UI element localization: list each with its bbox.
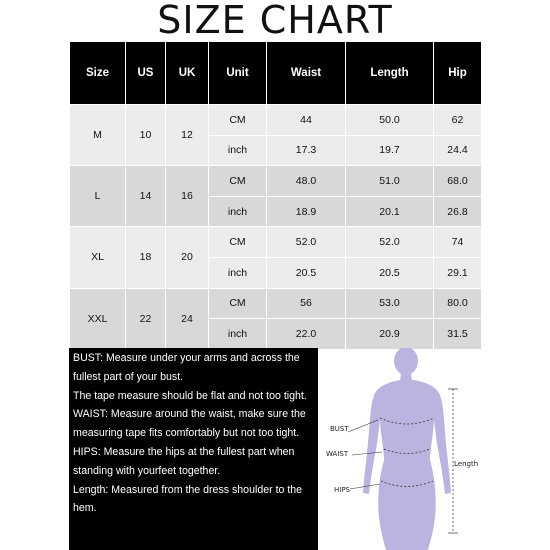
header-uk: UK [166,42,209,105]
unit-cell: inch [209,319,267,350]
size-cell: M [70,105,126,166]
table-header-row [70,42,482,105]
hip-cell: 74 [434,227,482,258]
length-cell: 19.7 [346,135,434,166]
instruction-waist: WAIST: Measure around the waist, make sure the measuring tape fits comfortably but not too tight. [73,408,306,440]
length-cell: 50.0 [346,105,434,136]
size-cell: XL [70,227,126,288]
waist-label: WAIST [326,450,349,458]
uk-cell: 16 [166,166,209,227]
waist-cell: 20.5 [267,257,346,288]
waist-cell: 56 [267,288,346,319]
uk-cell: 12 [166,105,209,166]
waist-cell: 17.3 [267,135,346,166]
us-cell: 22 [126,288,166,349]
us-cell: 14 [126,166,166,227]
unit-cell: inch [209,135,267,166]
unit-cell: inch [209,257,267,288]
waist-cell: 48.0 [267,166,346,197]
length-label: Length [454,460,479,468]
unit-cell: CM [209,166,267,197]
waist-cell: 52.0 [267,227,346,258]
waist-cell: 44 [267,105,346,136]
length-cell: 53.0 [346,288,434,319]
body-measurement-figure [318,348,550,550]
header-length: Length [346,42,434,105]
hips-label: HIPS [334,486,350,494]
hip-cell: 29.1 [434,257,482,288]
body-silhouette-icon [318,348,550,550]
header-hip: Hip [434,42,482,105]
waist-cell: 18.9 [267,196,346,227]
unit-cell: inch [209,196,267,227]
unit-cell: CM [209,105,267,136]
hip-cell: 31.5 [434,319,482,350]
header-unit: Unit [209,42,267,105]
size-cell: XXL [70,288,126,349]
uk-cell: 20 [166,227,209,288]
hip-cell: 24.4 [434,135,482,166]
waist-cell: 22.0 [267,319,346,350]
us-cell: 18 [126,227,166,288]
hip-cell: 68.0 [434,166,482,197]
bust-label: BUST [330,425,349,433]
uk-cell: 24 [166,288,209,349]
length-cell: 52.0 [346,227,434,258]
instruction-hips: HIPS: Measure the hips at the fullest part when standing with yourfeet together. [73,445,295,477]
length-cell: 20.9 [346,319,434,350]
length-cell: 20.1 [346,196,434,227]
length-cell: 20.5 [346,257,434,288]
measurement-instructions [69,348,318,550]
unit-cell: CM [209,288,267,319]
table-row [70,166,482,197]
table-row [70,227,482,258]
size-chart-title: SIZE CHART [157,0,393,42]
hip-cell: 26.8 [434,196,482,227]
size-cell: L [70,166,126,227]
hip-cell: 80.0 [434,288,482,319]
instruction-tape: The tape measure should be flat and not too tight. [73,389,307,402]
header-us: US [126,42,166,105]
table-row [70,288,482,319]
us-cell: 10 [126,105,166,166]
header-waist: Waist [267,42,346,105]
header-size: Size [70,42,126,105]
table-row [70,105,482,136]
hip-cell: 62 [434,105,482,136]
instruction-length: Length: Measured from the dress shoulder to the hem. [73,483,303,515]
length-cell: 51.0 [346,166,434,197]
size-table [69,41,482,350]
instruction-bust: BUST: Measure under your arms and across the fullest part of your bust. [73,352,300,383]
unit-cell: CM [209,227,267,258]
